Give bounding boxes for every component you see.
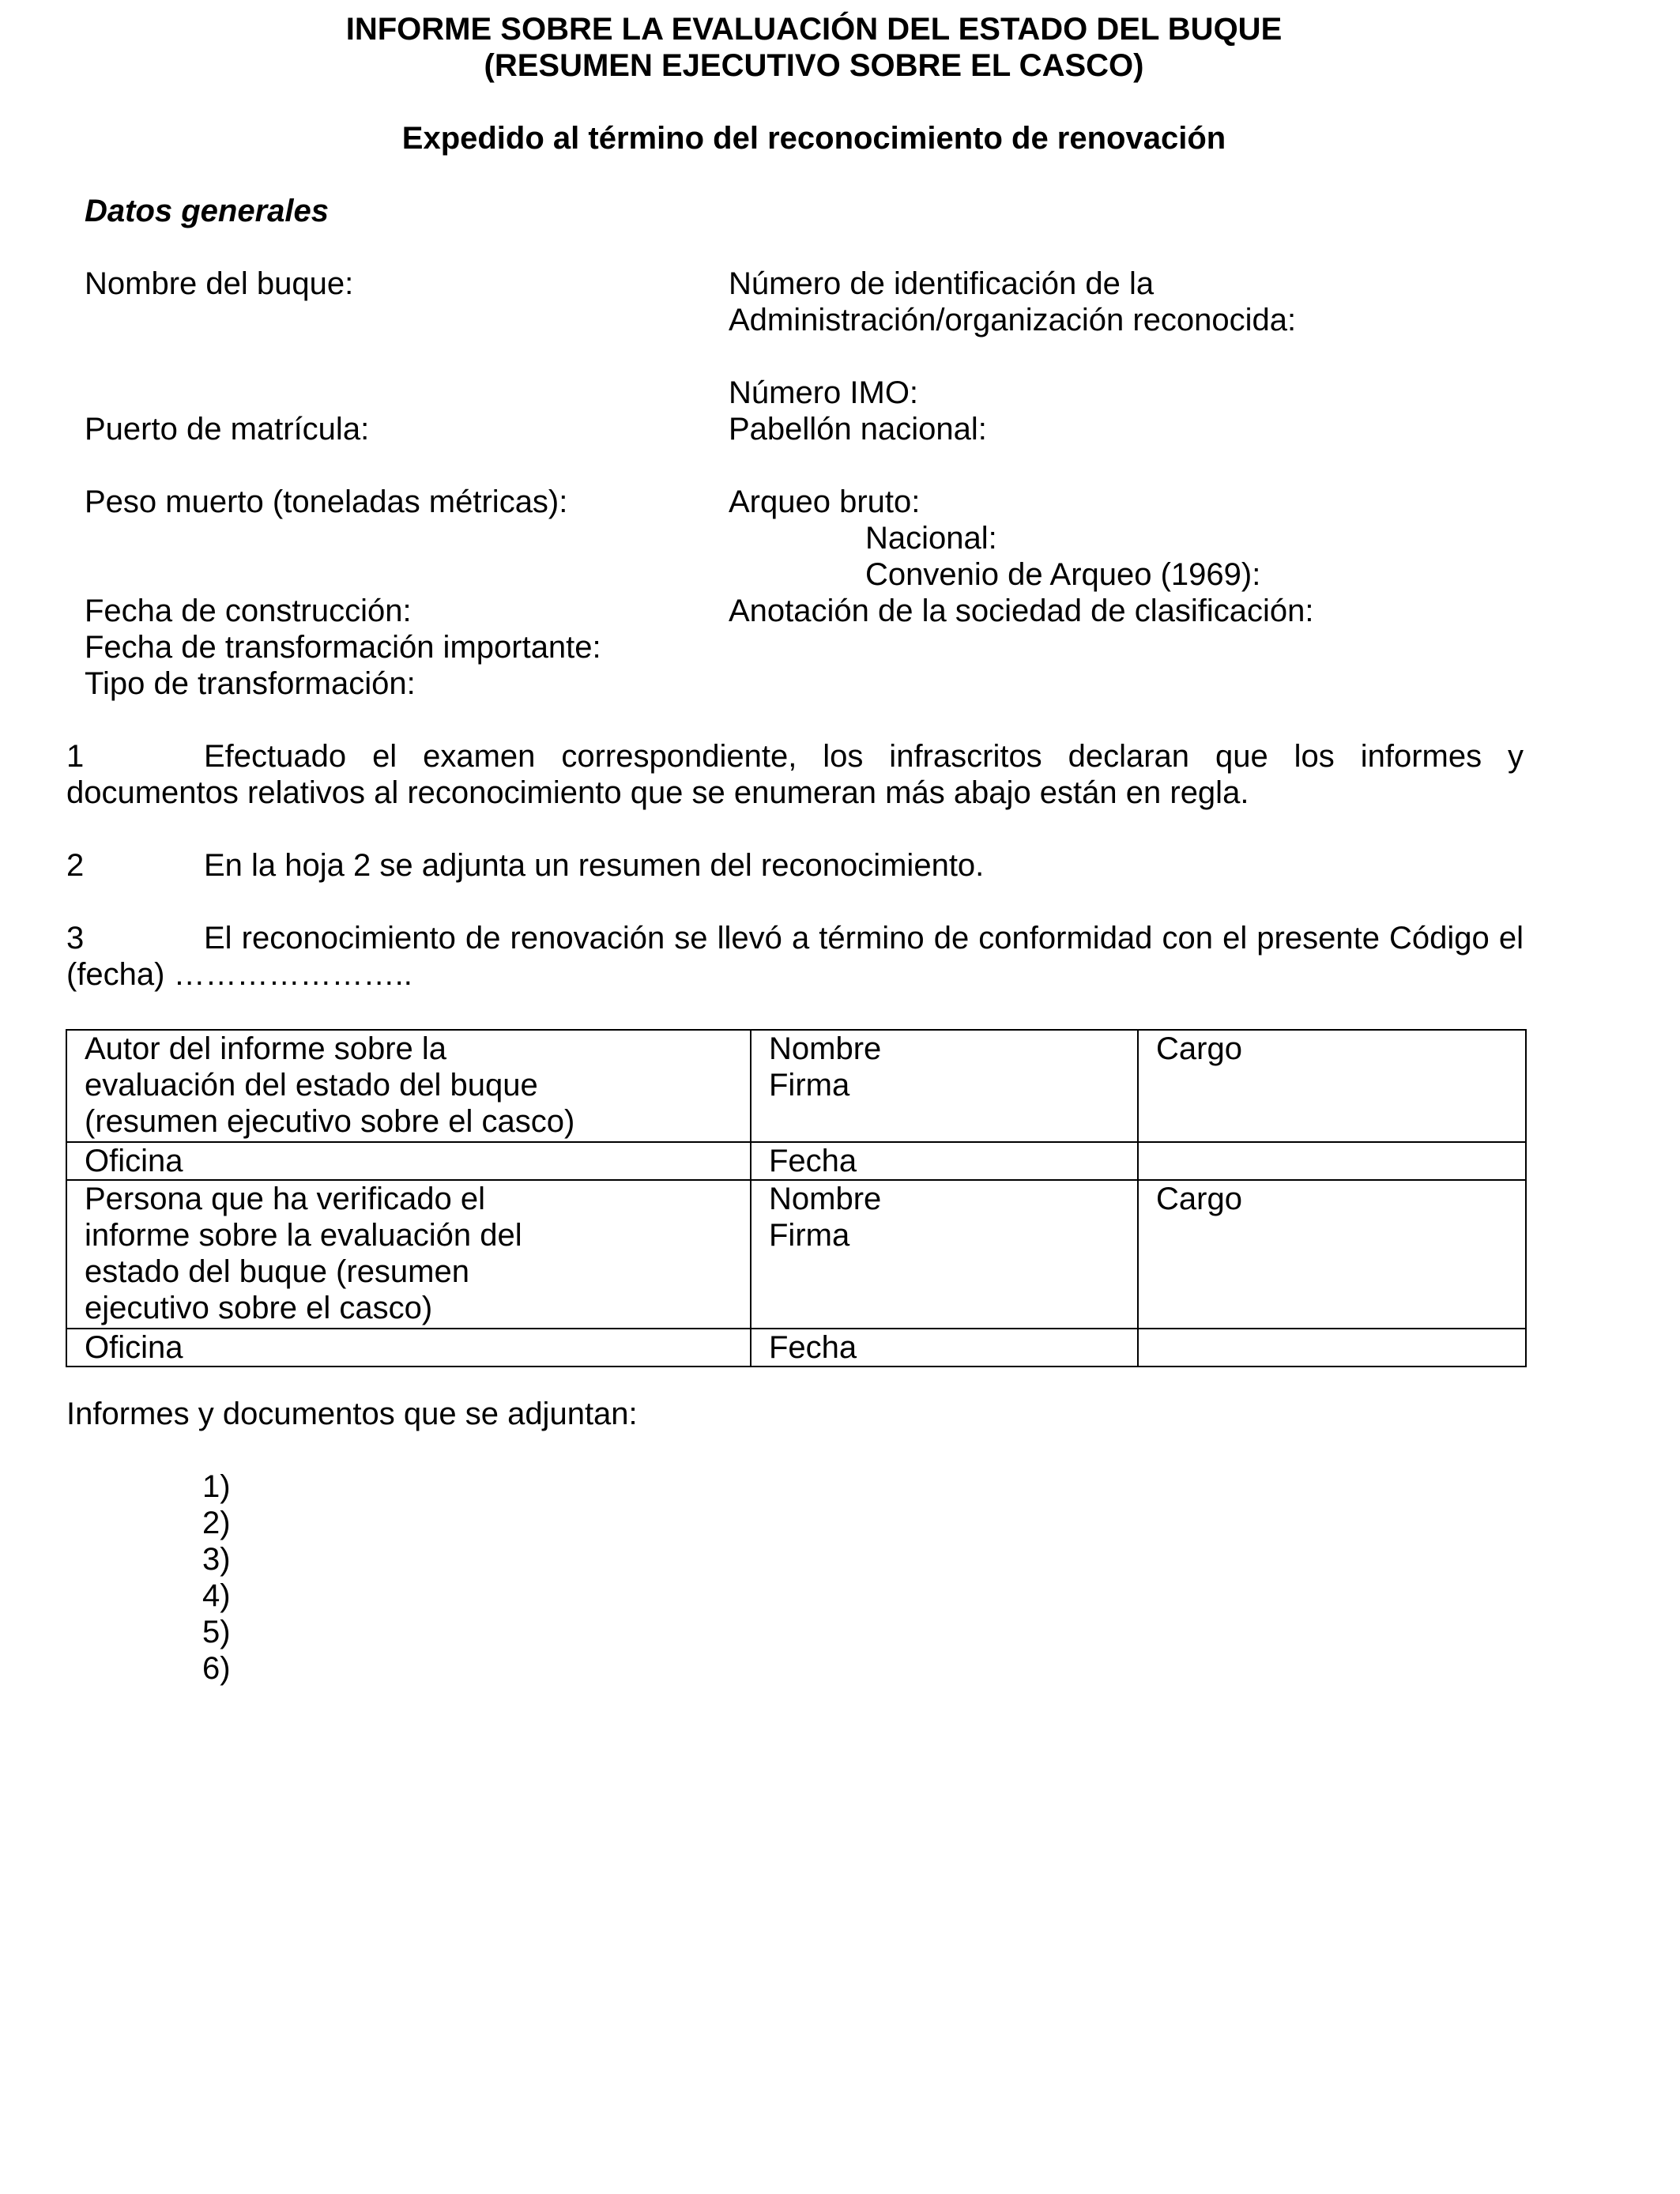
position-label: Cargo	[1156, 1182, 1242, 1216]
document-title-line-2: (RESUMEN EJECUTIVO SOBRE EL CASCO)	[484, 48, 1144, 83]
list-item: 3)	[202, 1542, 231, 1577]
verifier-label-line: Persona que ha verificado el	[85, 1182, 485, 1216]
signature-table	[66, 1029, 1527, 1367]
verifier-label-line: ejecutivo sobre el casco)	[85, 1291, 433, 1325]
name-label: Nombre	[769, 1031, 882, 1066]
list-item: 6)	[202, 1651, 231, 1686]
signature-label: Firma	[769, 1068, 850, 1103]
table-row	[66, 1180, 1526, 1329]
attachments-heading: Informes y documentos que se adjuntan:	[66, 1397, 638, 1431]
author-label-line: (resumen ejecutivo sobre el casco)	[85, 1104, 575, 1139]
name-signature-cell	[751, 1180, 1138, 1329]
document-subtitle: Expedido al término del reconocimiento de renovación	[401, 121, 1226, 156]
date-cell	[751, 1142, 1138, 1180]
general-data-heading: Datos generales	[85, 194, 330, 228]
tonnage-convention-label: Convenio de Arqueo (1969):	[865, 557, 1261, 592]
port-of-registry-label: Puerto de matrícula:	[85, 412, 370, 447]
gross-tonnage-label: Arqueo bruto:	[729, 484, 921, 519]
table-row	[66, 1030, 1526, 1142]
ship-name-label: Nombre del buque:	[85, 266, 354, 301]
paragraph-3	[66, 920, 1524, 993]
paragraph-number: 3	[66, 921, 85, 956]
national-tonnage-label: Nacional:	[865, 521, 997, 556]
author-label-line: evaluación del estado del buque	[85, 1068, 538, 1103]
position-cell	[1138, 1030, 1526, 1142]
date-cell	[751, 1329, 1138, 1367]
paragraph-text: El reconocimiento de renovación se llevó a término de conformidad con el presente Código el (fecha) …………………..	[66, 921, 1524, 992]
build-date-label: Fecha de construcción:	[85, 594, 412, 628]
verifier-label-line: informe sobre la evaluación del	[85, 1218, 522, 1253]
paragraph-number: 1	[66, 739, 85, 774]
empty-cell	[1138, 1329, 1526, 1367]
paragraph-number: 2	[66, 848, 85, 883]
empty-cell	[1138, 1142, 1526, 1180]
major-conversion-date-label: Fecha de transformación importante:	[85, 630, 601, 665]
paragraph-1	[66, 738, 1524, 811]
id-number-label-line-1: Número de identificación de la	[729, 266, 1155, 301]
paragraph-text: En la hoja 2 se adjunta un resumen del reconocimiento.	[204, 848, 985, 883]
list-item: 4)	[202, 1578, 231, 1613]
list-item: 5)	[202, 1615, 231, 1649]
id-number-label-line-2: Administración/organización reconocida:	[729, 303, 1297, 337]
signature-label: Firma	[769, 1218, 850, 1253]
name-signature-cell	[751, 1030, 1138, 1142]
date-label: Fecha	[769, 1144, 857, 1178]
list-item: 2)	[202, 1506, 231, 1540]
verifier-label-line: estado del buque (resumen	[85, 1254, 469, 1289]
position-cell	[1138, 1180, 1526, 1329]
verifier-cell	[66, 1180, 751, 1329]
paragraph-2	[66, 847, 1524, 884]
office-label: Oficina	[85, 1330, 183, 1365]
table-row	[66, 1142, 1526, 1180]
paragraph-text: Efectuado el examen correspondiente, los infrascritos declaran que los informes y documentos relativos al reconocimiento que se enumeran más abajo están en regla.	[66, 739, 1524, 810]
imo-number-label: Número IMO:	[729, 375, 919, 410]
flag-label: Pabellón nacional:	[729, 412, 987, 447]
list-item: 1)	[202, 1469, 231, 1504]
document-title-line-1: INFORME SOBRE LA EVALUACIÓN DEL ESTADO DEL BUQUE	[345, 12, 1283, 47]
author-label-line: Autor del informe sobre la	[85, 1031, 447, 1066]
office-cell	[66, 1329, 751, 1367]
author-cell	[66, 1030, 751, 1142]
position-label: Cargo	[1156, 1031, 1242, 1066]
date-label: Fecha	[769, 1330, 857, 1365]
table-row	[66, 1329, 1526, 1367]
office-label: Oficina	[85, 1144, 183, 1178]
office-cell	[66, 1142, 751, 1180]
class-notation-label: Anotación de la sociedad de clasificación:	[729, 594, 1314, 628]
name-label: Nombre	[769, 1182, 882, 1216]
conversion-type-label: Tipo de transformación:	[85, 666, 416, 701]
deadweight-label: Peso muerto (toneladas métricas):	[85, 484, 568, 519]
